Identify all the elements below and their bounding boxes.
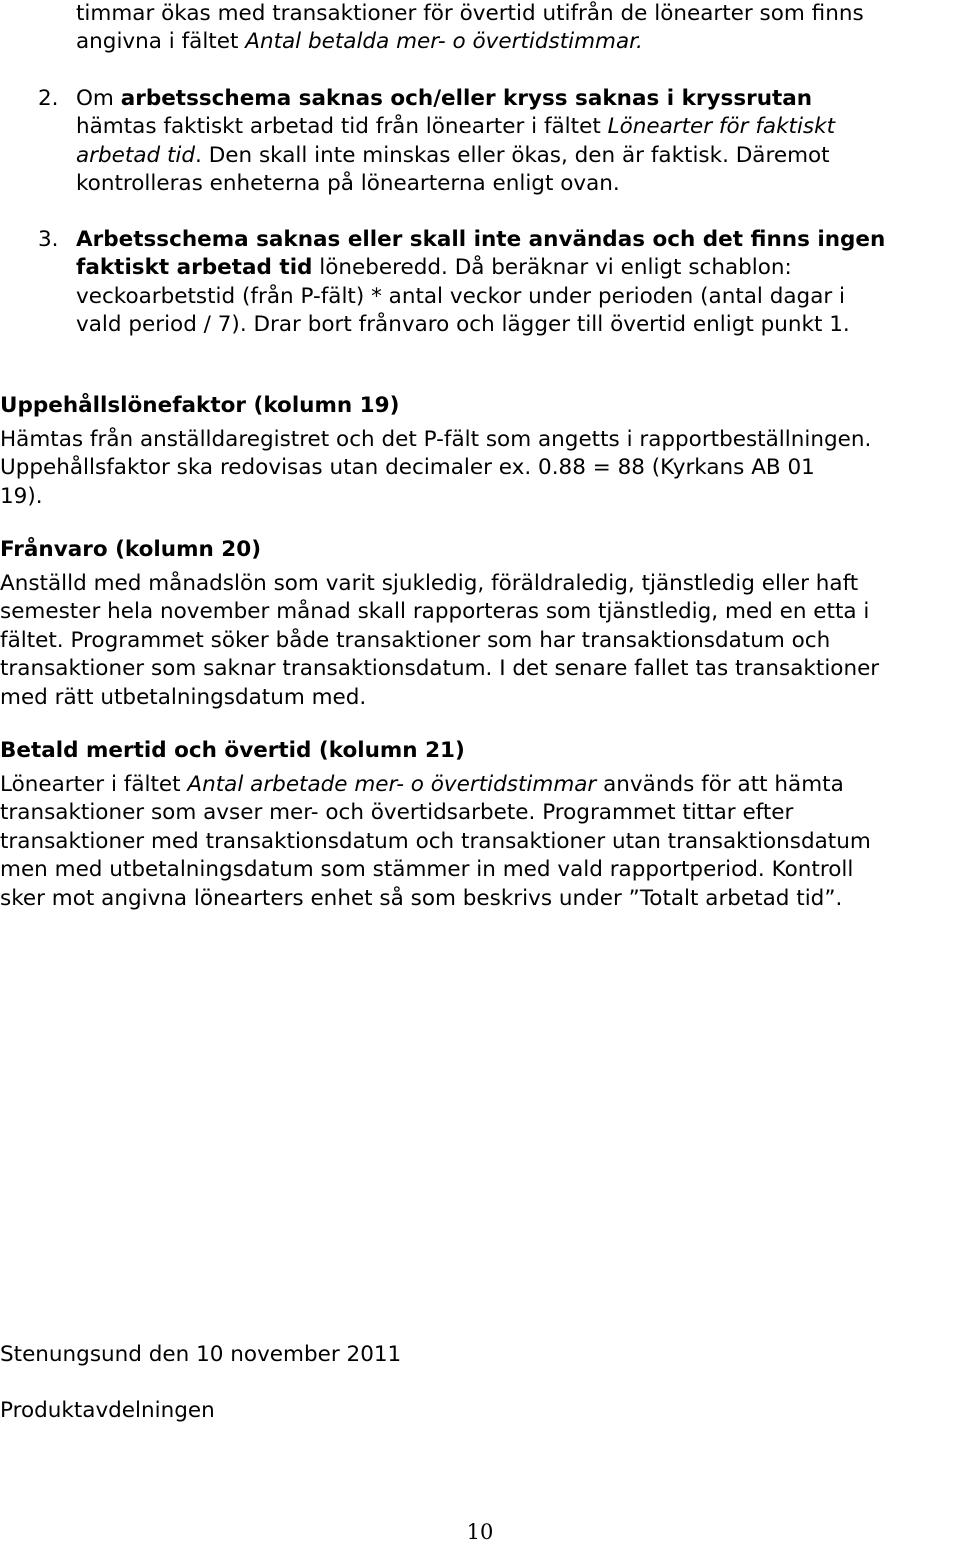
text-line: veckoarbetstid (från P-fält) * antal veckor under perioden (antal dagar i bbox=[76, 283, 846, 309]
text-line: kontrolleras enheterna på lönearterna enligt ovan. bbox=[76, 171, 620, 197]
text-line bbox=[76, 85, 960, 113]
section-heading: Frånvaro (kolumn 20) bbox=[0, 537, 262, 562]
section-body bbox=[0, 426, 960, 511]
page-number: 10 bbox=[466, 1520, 494, 1544]
section-body bbox=[0, 771, 960, 913]
text-line bbox=[76, 142, 960, 170]
text-line bbox=[76, 28, 960, 56]
section-heading: Uppehållslönefaktor (kolumn 19) bbox=[0, 393, 400, 418]
text-line: Hämtas från anställdaregistret och det P-fält som angetts i rapportbeställningen. bbox=[0, 427, 872, 452]
section-body bbox=[0, 570, 960, 712]
text-line: Anställd med månadslön som varit sjukledig, föräldraledig, tjänstledig eller haft bbox=[0, 571, 859, 596]
signature-department bbox=[0, 1397, 960, 1425]
text-line bbox=[76, 113, 960, 141]
department-text: Produktavdelningen bbox=[0, 1398, 215, 1423]
text-line: timmar ökas med transaktioner för övertid utifrån de lönearter som finns bbox=[76, 1, 864, 26]
text-line bbox=[76, 226, 960, 254]
text-line: semester hela november månad skall rapporteras som tjänstledig, med en etta i bbox=[0, 599, 870, 625]
text-line: vald period / 7). Drar bort frånvaro och lägger till övertid enligt punkt 1. bbox=[76, 312, 850, 338]
text-line: Uppehållsfaktor ska redovisas utan decimaler ex. 0.88 = 88 (Kyrkans AB 01 bbox=[0, 455, 815, 481]
text-span: löneberedd. Då beräknar vi enligt schablon: bbox=[312, 255, 792, 281]
text-line: transaktioner som avser mer- och övertidsarbete. Programmet tittar efter bbox=[0, 800, 794, 826]
list-item-1-continued bbox=[0, 0, 960, 57]
list-number: 3. bbox=[38, 227, 59, 252]
signature-place-date bbox=[0, 1341, 960, 1369]
bold-condition: arbetsschema saknas och/eller kryss saknas i kryssrutan bbox=[120, 86, 813, 111]
text-line bbox=[0, 771, 960, 799]
text-line: 19). bbox=[0, 483, 43, 509]
section-uppehallslonefaktor bbox=[0, 392, 960, 420]
section-franvaro bbox=[0, 536, 960, 564]
text-span: angivna i fältet bbox=[76, 29, 246, 55]
italic-field-name: arbetad tid bbox=[76, 142, 196, 168]
text-line: fältet. Programmet söker både transaktioner som har transaktionsdatum och bbox=[0, 627, 831, 653]
text-span: . Den skall inte minskas eller ökas, den är faktisk. Däremot bbox=[195, 142, 830, 168]
text-line: transaktioner som saknar transaktionsdatum. I det senare fallet tas transaktioner bbox=[0, 656, 880, 682]
text-span: används för att hämta bbox=[596, 772, 844, 797]
bold-condition: faktiskt arbetad tid bbox=[76, 255, 313, 281]
text-span: Lönearter i fältet bbox=[0, 772, 188, 797]
italic-field-name: Antal arbetade mer- o övertidstimmar bbox=[187, 772, 597, 797]
italic-field-name: Antal betalda mer- o övertidstimmar. bbox=[245, 29, 643, 55]
list-item-3 bbox=[0, 226, 960, 340]
section-betald-mertid bbox=[0, 737, 960, 765]
list-number: 2. bbox=[38, 86, 59, 111]
bold-condition: Arbetsschema saknas eller skall inte användas och det finns ingen bbox=[76, 227, 886, 252]
list-item-2 bbox=[0, 85, 960, 199]
text-line: med rätt utbetalningsdatum med. bbox=[0, 684, 367, 710]
text-span: hämtas faktiskt arbetad tid från lönearter i fältet bbox=[76, 114, 608, 140]
text-line: men med utbetalningsdatum som stämmer in med vald rapportperiod. Kontroll bbox=[0, 857, 854, 883]
section-heading: Betald mertid och övertid (kolumn 21) bbox=[0, 738, 465, 763]
text-line: sker mot angivna lönearters enhet så som beskrivs under ”Totalt arbetad tid”. bbox=[0, 885, 843, 911]
text-line: transaktioner med transaktionsdatum och transaktioner utan transaktionsdatum bbox=[0, 828, 871, 854]
text-span: Om bbox=[76, 86, 121, 111]
italic-field-name: Lönearter för faktiskt bbox=[607, 114, 836, 140]
place-date-text: Stenungsund den 10 november 2011 bbox=[0, 1342, 402, 1367]
text-line bbox=[76, 254, 960, 282]
